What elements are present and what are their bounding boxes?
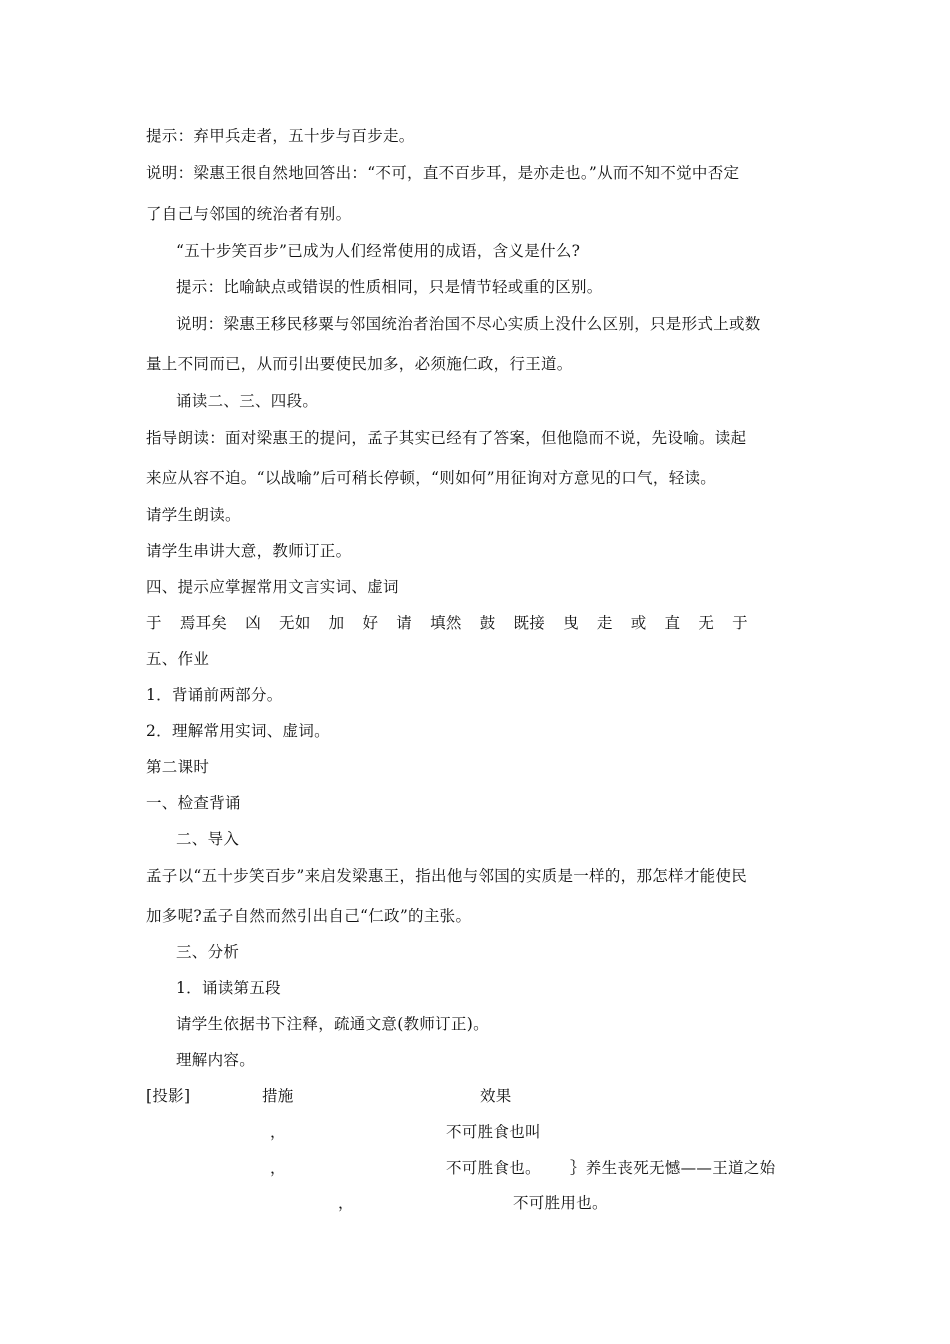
measure-row-3: ， (338, 1194, 354, 1212)
students-read: 请学生朗读。 (146, 506, 241, 524)
vocab-word: 请 (396, 614, 413, 632)
explanation-line-2-cont: 量上不同而已，从而引出要使民加多，必须施仁政，行王道。 (146, 355, 573, 373)
section-five-heading: 五、作业 (146, 650, 210, 668)
homework-item-1: 1．背诵前两部分。 (146, 686, 283, 704)
vocab-word: 于 (146, 614, 162, 632)
reading-guidance: 指导朗读：面对梁惠王的提问，孟子其实已经有了答案，但他隐而不说，先设喻。读起 (146, 429, 747, 447)
effect-row-3: 不可胜用也。 (513, 1194, 608, 1212)
second-lesson-heading: 第二课时 (146, 758, 210, 776)
measure-row-1: ， (270, 1123, 286, 1141)
effect-row-1: 不可胜食也叫 (446, 1123, 541, 1141)
vocab-word: 无如 (279, 614, 311, 632)
projection-summary: ｝养生丧死无憾——王道之始 (570, 1159, 776, 1177)
understand-content: 理解内容。 (176, 1051, 256, 1069)
explanation-line-1: 说明：梁惠王很自然地回答出：“不可，直不百步耳，是亦走也。”从而不知不觉中否定 (146, 164, 740, 182)
measures-column-header: 措施 (262, 1087, 294, 1105)
vocab-word: 直 (664, 614, 681, 632)
explanation-line-1-cont: 了自己与邻国的统治者有别。 (146, 205, 352, 223)
vocab-word: 曳 (563, 614, 579, 632)
vocab-word: 无 (698, 614, 715, 632)
effect-row-2: 不可胜食也。 (446, 1159, 541, 1177)
vocab-word: 或 (630, 614, 647, 632)
vocab-word: 既接 (513, 614, 546, 632)
introduction-heading: 二、导入 (176, 830, 240, 848)
section-four-heading: 四、提示应掌握常用文言实词、虚词 (146, 578, 399, 596)
vocab-word: 加 (328, 614, 345, 632)
hint-line-2: 提示：比喻缺点或错误的性质相同，只是情节轻或重的区别。 (176, 278, 603, 296)
vocab-word: 好 (362, 614, 379, 632)
projection-label: [投影] (146, 1087, 191, 1105)
vocab-word: 凶 (245, 614, 262, 632)
reading-guidance-cont: 来应从容不迫。“以战喻”后可稍长停顿，“则如何”用征询对方意见的口气，轻读。 (146, 469, 717, 487)
vocab-word: 鼓 (479, 614, 496, 632)
introduction-text: 孟子以“五十步笑百步”来启发梁惠王，指出他与邻国的实质是一样的，那怎样才能使民 (146, 867, 748, 885)
explanation-line-2: 说明：梁惠王移民移粟与邻国统治者治国不尽心实质上没什么区别，只是形式上或数 (176, 315, 761, 333)
introduction-text-cont: 加多呢?孟子自然而然引出自己“仁政”的主张。 (146, 907, 472, 925)
students-explain: 请学生串讲大意，教师订正。 (146, 542, 352, 560)
effects-column-header: 效果 (480, 1087, 512, 1105)
vocab-word: 走 (596, 614, 613, 632)
question-idiom: “五十步笑百步”已成为人们经常使用的成语，含义是什么? (176, 242, 581, 260)
vocab-word: 焉耳矣 (179, 614, 228, 632)
check-recitation: 一、检查背诵 (146, 794, 241, 812)
vocabulary-list (146, 613, 748, 633)
analysis-heading: 三、分析 (176, 943, 240, 961)
students-annotate: 请学生依据书下注释，疏通文意(教师订正)。 (176, 1015, 489, 1033)
homework-item-2: 2．理解常用实词、虚词。 (146, 722, 330, 740)
recite-paragraphs: 诵读二、三、四段。 (176, 392, 319, 410)
vocab-word: 于 (732, 614, 748, 632)
recite-paragraph-five: 1．诵读第五段 (176, 979, 281, 997)
vocab-word: 填然 (430, 614, 462, 632)
hint-line-1: 提示：弃甲兵走者，五十步与百步走。 (146, 127, 415, 145)
measure-row-2: ， (270, 1159, 286, 1177)
